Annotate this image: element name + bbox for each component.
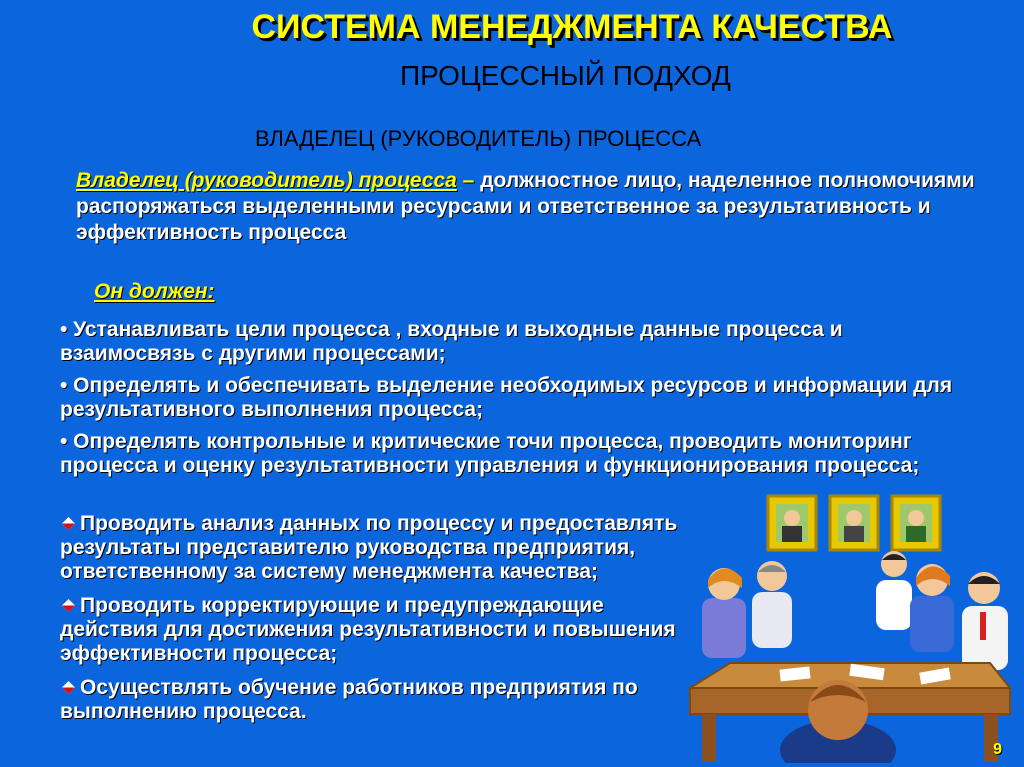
wall-portrait	[768, 496, 816, 550]
meeting-participant	[702, 568, 746, 658]
arrow-item-text: Осуществлять обучение работников предприятия по выполнению процесса.	[60, 676, 638, 723]
definition-term: Владелец (руководитель) процесса	[76, 169, 457, 192]
bullet-item: • Определять контрольные и критические точи процесса, проводить мониторинг процесса и оценку результативности управления и функционирования процесса;	[60, 430, 920, 477]
meeting-participant	[876, 551, 912, 630]
section-heading: ВЛАДЕЛЕЦ (РУКОВОДИТЕЛЬ) ПРОЦЕССА	[255, 126, 702, 151]
arrow-item	[60, 676, 700, 724]
slide-subtitle: ПРОЦЕССНЫЙ ПОДХОД	[400, 60, 731, 91]
duties-arrow-list	[60, 512, 700, 734]
wall-portrait	[892, 496, 940, 550]
meeting-participant	[962, 572, 1008, 670]
arrow-item-text: Проводить корректирующие и предупреждающие действия для достижения результативности и повышения эффективности процесса;	[60, 594, 676, 665]
red-white-diamond-icon	[62, 599, 75, 612]
meeting-participant	[910, 564, 954, 652]
arrow-item	[60, 594, 700, 666]
meeting-participant	[752, 561, 792, 648]
bullet-item: • Устанавливать цели процесса , входные и выходные данные процесса и взаимосвязь с другими процессами;	[60, 318, 843, 365]
arrow-item	[60, 512, 700, 584]
bullet-item: • Определять и обеспечивать выделение необходимых ресурсов и информации для результативного выполнения процесса;	[60, 374, 953, 421]
definition-body: должностное лицо, наделенное полномочиями распоряжаться выделенными ресурсами и ответственное за результативность и эффективность процесса	[76, 169, 975, 244]
arrow-item-text: Проводить анализ данных по процессу и предоставлять результаты представителю руководства предприятия, ответственному за систему менеджмента качества;	[60, 512, 678, 583]
wall-portrait	[830, 496, 878, 550]
meeting-table-illustration	[680, 488, 1020, 763]
definition-dash: –	[456, 169, 481, 192]
red-white-diamond-icon	[62, 517, 75, 530]
slide-title: СИСТЕМА МЕНЕДЖМЕНТА КАЧЕСТВА	[251, 8, 893, 46]
duties-bullet-list	[60, 318, 980, 486]
red-white-diamond-icon	[62, 681, 75, 694]
page-number: 9	[993, 741, 1002, 758]
duties-label: Он должен:	[94, 280, 215, 303]
table-leg	[702, 714, 716, 762]
definition-paragraph	[76, 168, 976, 246]
